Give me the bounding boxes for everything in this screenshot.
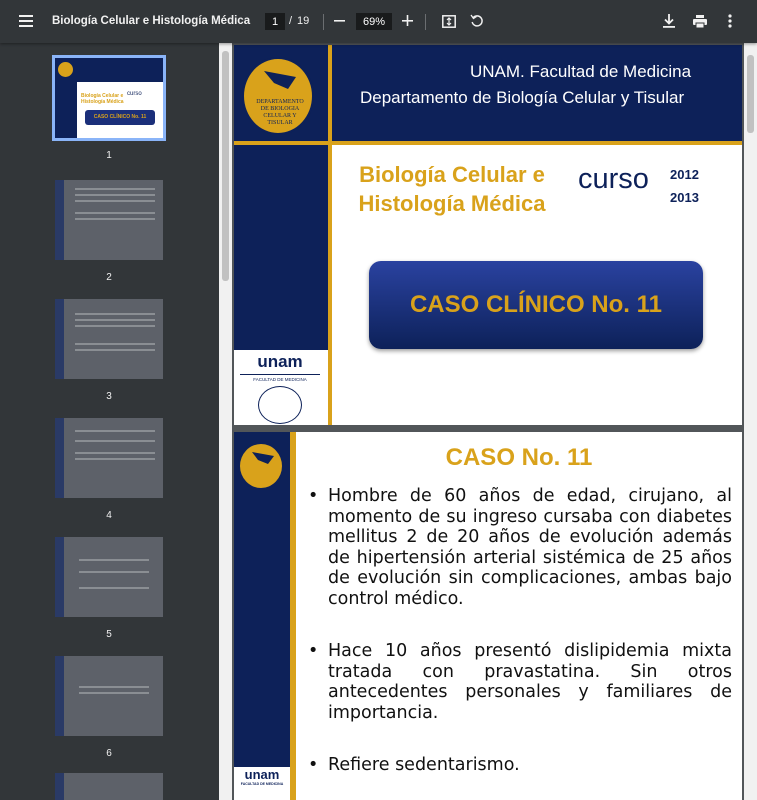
svg-text:DE BIOLOGIA: DE BIOLOGIA xyxy=(260,106,300,112)
svg-text:CELULAR Y: CELULAR Y xyxy=(263,113,297,119)
thumbnail-number: 2 xyxy=(106,272,112,283)
page-number-input[interactable]: 1 xyxy=(265,13,285,30)
header-line-1: UNAM. Facultad de Medicina xyxy=(470,62,692,81)
case-heading: CASO No. 11 xyxy=(445,444,593,471)
thumbnail-page-3[interactable] xyxy=(55,299,163,402)
department-seal-logo xyxy=(238,442,284,490)
minus-icon xyxy=(334,15,346,27)
page-separator: / xyxy=(289,15,293,27)
thumbnail-page-7[interactable] xyxy=(55,773,163,800)
unam-shield-icon xyxy=(258,386,302,424)
year-start: 2012 xyxy=(670,167,699,182)
unam-logo-block xyxy=(234,350,328,425)
more-vert-icon xyxy=(728,14,732,28)
thumbnail-page-6[interactable] xyxy=(55,656,163,759)
year-end: 2013 xyxy=(670,190,699,205)
thumbnail-number: 4 xyxy=(106,510,112,521)
svg-text:TISULAR: TISULAR xyxy=(267,120,293,126)
thumbnail-number: 6 xyxy=(106,748,112,759)
plus-icon xyxy=(402,15,414,27)
toolbar-divider xyxy=(425,14,426,30)
toolbar-divider xyxy=(323,14,324,30)
fit-page-icon xyxy=(442,15,456,28)
case-bullets xyxy=(304,486,732,776)
rotate-icon xyxy=(470,14,484,28)
total-pages: 19 xyxy=(297,15,310,27)
hamburger-menu-icon[interactable] xyxy=(13,8,39,34)
thumbnail-number: 3 xyxy=(106,391,112,402)
document-title: Biología Celular e Histología Médica xyxy=(52,15,251,27)
thumbnail-page-4[interactable] xyxy=(55,418,163,521)
thumbnail-page-1[interactable]: Biología Celular e Histología Médica curso CASO CLÍNICO No. 11 1 xyxy=(55,58,163,138)
document-viewer xyxy=(232,43,744,800)
more-options-button[interactable] xyxy=(717,8,743,34)
facultad-label: FACULTAD DE MEDICINA xyxy=(253,377,307,382)
header-line-2: Departamento de Biología Celular y Tisular xyxy=(360,88,685,107)
slide-page-2 xyxy=(234,432,742,800)
unam-wordmark xyxy=(234,767,290,800)
print-button[interactable] xyxy=(687,8,713,34)
bullet-text: Hombre de 60 años de edad, cirujano, al momento de su ingreso cursaba con diabetes mellitus 2 de 20 años de evolución además de hipertensión arterial sistémica de 25 años de evolución sin complicaciones, ambas bajo control médico. xyxy=(328,486,732,609)
rotate-button[interactable] xyxy=(464,8,490,34)
course-title xyxy=(352,160,552,218)
thumbnail-number: 1 xyxy=(106,150,112,161)
unam-wordmark: unam xyxy=(257,352,303,371)
bullet-item-2: • Hace 10 años presentó dislipidemia mixta tratada con pravastatina. Sin otros antecedentes personales y familiares de importancia. xyxy=(308,641,732,723)
department-seal-logo xyxy=(242,57,314,135)
thumbnail-sidebar xyxy=(0,43,219,800)
course-title-line-2: Histología Médica xyxy=(358,191,546,216)
case-title-box xyxy=(369,261,703,349)
curso-label: curso xyxy=(578,163,649,195)
fit-page-button[interactable] xyxy=(436,8,462,34)
sidebar-scrollbar[interactable] xyxy=(219,43,232,800)
zoom-level-input[interactable]: 69% xyxy=(356,13,392,30)
main-scrollbar[interactable] xyxy=(744,43,757,800)
bullet-text: Refiere sedentarismo. xyxy=(328,755,520,775)
bullet-item-3: • Refiere sedentarismo. xyxy=(308,755,520,775)
thumbnail-page-2[interactable] xyxy=(55,180,163,283)
slide-page-1 xyxy=(234,45,742,425)
bullet-text: Hace 10 años presentó dislipidemia mixta tratada con pravastatina. Sin otros antecedentes personales y familiares de importancia. xyxy=(328,641,732,723)
zoom-out-button[interactable] xyxy=(327,8,353,34)
course-title-line-1: Biología Celular e xyxy=(359,162,545,187)
case-title: CASO CLÍNICO No. 11 xyxy=(409,291,663,318)
thumbnail-number: 5 xyxy=(106,629,112,640)
facultad-label: FACULTAD DE MEDICINA xyxy=(240,782,284,786)
download-icon xyxy=(663,14,675,28)
download-button[interactable] xyxy=(656,8,682,34)
zoom-in-button[interactable] xyxy=(395,8,421,34)
thumbnail-page-5[interactable] xyxy=(55,537,163,640)
pdf-toolbar xyxy=(0,0,757,43)
unam-wordmark-text: unam xyxy=(244,767,280,782)
bullet-item-1: • Hombre de 60 años de edad, cirujano, al momento de su ingreso cursaba con diabetes mellitus 2 de 20 años de evolución además de hipertensión arterial sistémica de 25 años de evolución sin complicaciones, ambas bajo control médico. xyxy=(308,486,732,609)
print-icon xyxy=(693,15,707,28)
svg-text:DEPARTAMENTO: DEPARTAMENTO xyxy=(256,99,304,105)
scroll-thumb[interactable] xyxy=(747,55,754,133)
